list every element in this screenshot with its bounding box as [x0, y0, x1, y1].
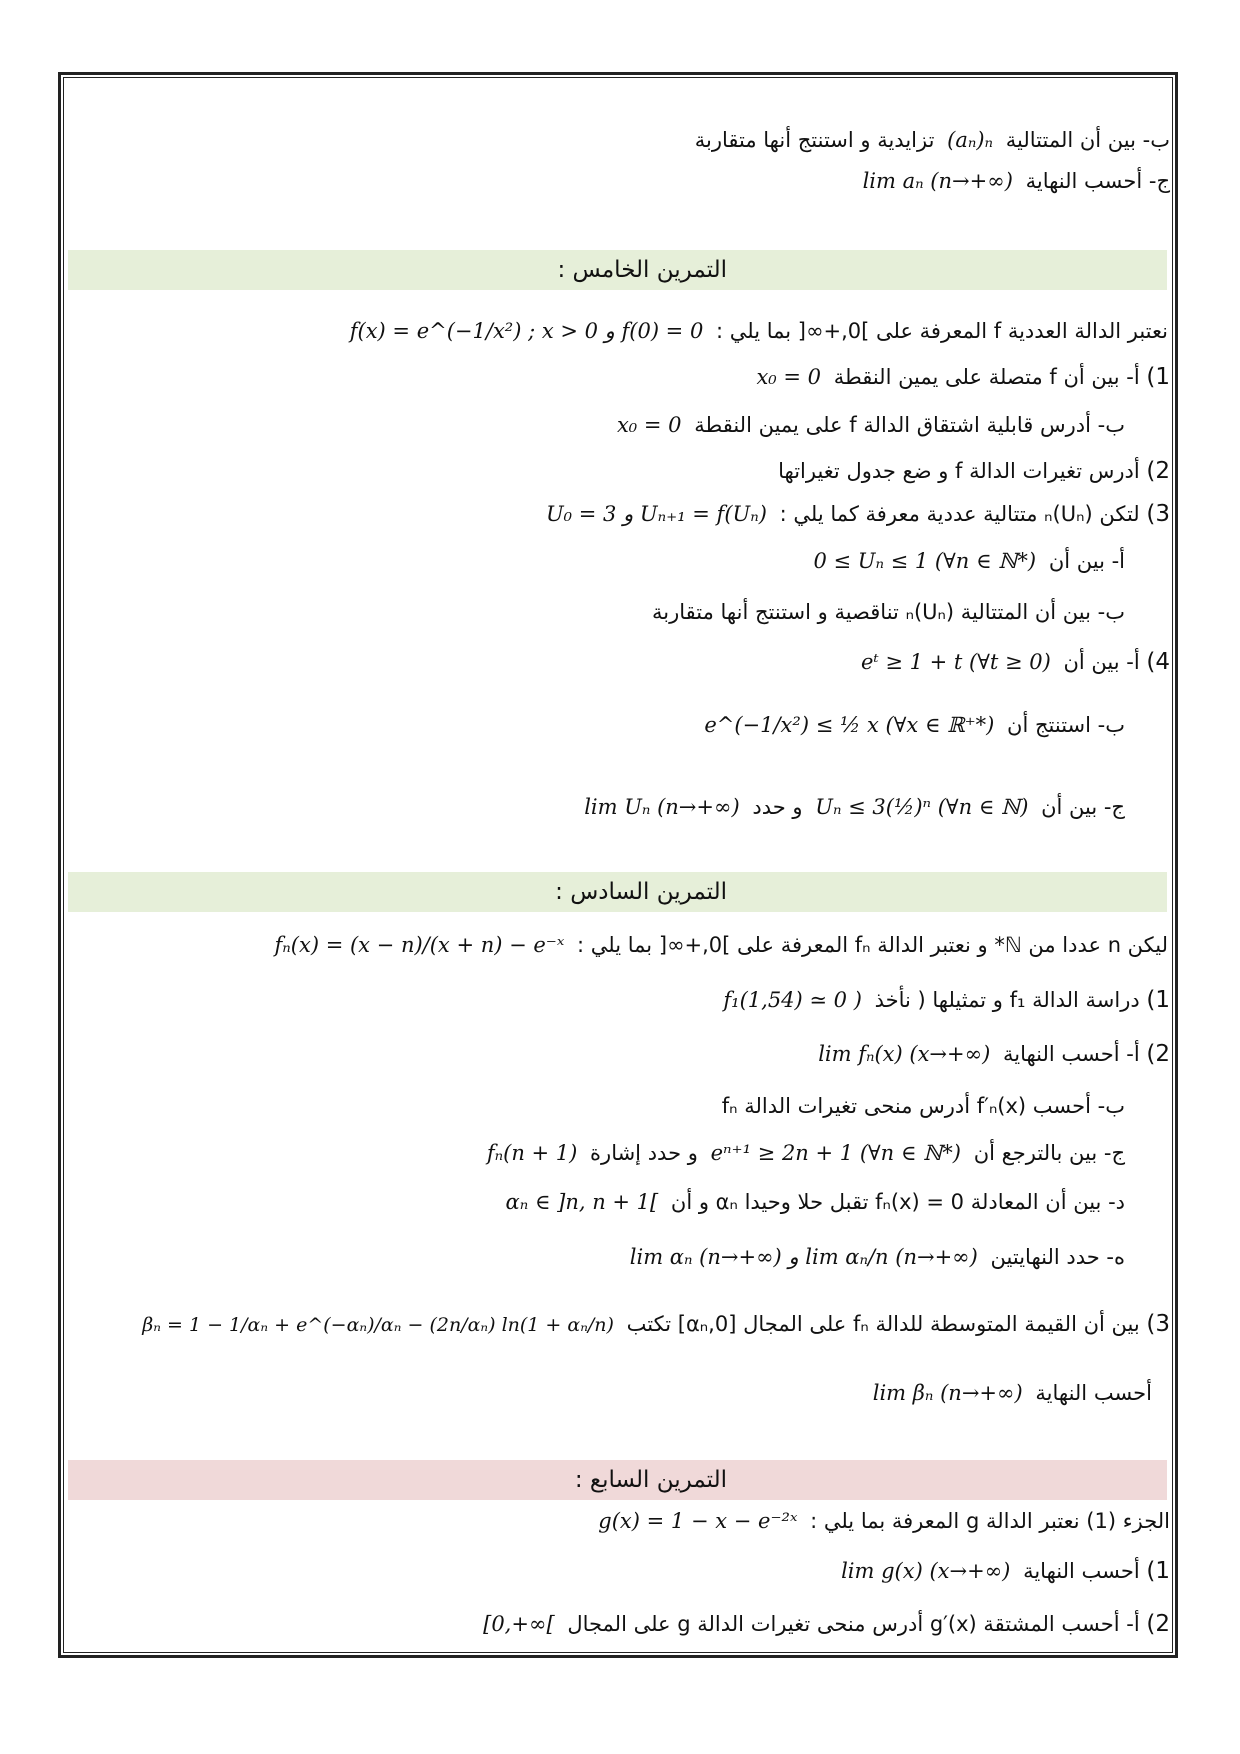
question-text: أ- أحسب النهاية [1003, 1042, 1140, 1066]
line-text: ب- بين أن المتتالية [1005, 128, 1170, 152]
question-number: 2) [1146, 1041, 1170, 1067]
intro-text: نعتبر الدالة العددية f المعرفة على ]0,+∞[ بما يلي : [716, 319, 1168, 343]
intro-text: الجزء (1) نعتبر الدالة g المعرفة بما يلي : [810, 1509, 1170, 1533]
question-math: x₀ = 0 [756, 365, 822, 389]
question-math: e^(−1/x²) ≤ ½ x (∀x ∈ ℝ⁺*) [704, 713, 995, 737]
intro-math: fₙ(x) = (x − n)/(x + n) − e⁻ˣ [274, 933, 565, 957]
question-text: ه- حدد النهايتين [990, 1245, 1125, 1269]
question-text: أحسب النهاية [1035, 1381, 1152, 1405]
fifth-q2 [778, 457, 1170, 487]
fifth-q3a [807, 548, 1125, 575]
sixth-q3 [136, 1310, 1170, 1340]
question-number: 2) [1146, 1611, 1170, 1637]
fifth-intro [344, 318, 1168, 345]
question-math: lim βₙ (n→+∞) [872, 1381, 1023, 1405]
question-text: ج- بين أن [1041, 795, 1125, 819]
question-text: ب- أدرس قابلية اشتقاق الدالة f على يمين النقطة [694, 413, 1125, 437]
fifth-q4b [698, 712, 1125, 739]
seventh-q2 [477, 1610, 1170, 1640]
question-text: ب- أحسب f′ₙ(x) أدرس منحى تغيرات الدالة fₙ [721, 1094, 1125, 1118]
section-header-seventh-exercise [68, 1460, 1167, 1500]
question-math: 0 ≤ Uₙ ≤ 1 (∀n ∈ ℕ*) [813, 549, 1037, 573]
section-title: التمرين السادس : [555, 879, 727, 905]
question-text: ب- استنتج أن [1007, 713, 1125, 737]
question-math: Uₙ ≤ 3(½)ⁿ (∀n ∈ ℕ) [815, 795, 1029, 819]
fifth-q1b [611, 412, 1125, 439]
question-text: ج- بين بالترجع أن [973, 1141, 1125, 1165]
seventh-q1 [835, 1557, 1170, 1587]
sixth-intro [269, 932, 1169, 959]
sixth-q2b [722, 1093, 1125, 1120]
fifth-q3 [540, 500, 1170, 530]
fifth-q4c [578, 794, 1125, 821]
math-expression: lim aₙ (n→+∞) [862, 169, 1013, 193]
question-math: eᵗ ≥ 1 + t (∀t ≥ 0) [861, 650, 1051, 674]
question-math: lim Uₙ (n→+∞) [584, 795, 740, 819]
question-text: دراسة الدالة f₁ و تمثيلها ( نأخذ [874, 988, 1140, 1012]
section-header-sixth-exercise [68, 872, 1167, 912]
question-number: 4) [1146, 649, 1170, 675]
sixth-q1 [717, 986, 1170, 1016]
question-math: f₁(1,54) ≃ 0 ) [723, 988, 862, 1012]
question-text: بين أن القيمة المتوسطة للدالة fₙ على المجال [0,αₙ] تكتب [626, 1312, 1140, 1336]
previous-exercise-line-c [857, 168, 1170, 195]
question-math: lim αₙ (n→+∞) و lim αₙ/n (n→+∞) [629, 1245, 978, 1269]
question-text: أ- بين أن f متصلة على يمين النقطة [833, 365, 1140, 389]
question-math: fₙ(n + 1) [486, 1141, 578, 1165]
fifth-q3b [652, 599, 1125, 626]
section-title: التمرين الخامس : [557, 257, 727, 283]
question-number: 3) [1146, 1311, 1170, 1337]
question-math: βₙ = 1 − 1/αₙ + e^(−αₙ)/αₙ − (2n/αₙ) ln(1 + αₙ/n) [142, 1314, 614, 1336]
question-math: lim fₙ(x) (x→+∞) [818, 1042, 991, 1066]
sixth-q2d [500, 1189, 1125, 1216]
question-number: 3) [1146, 501, 1170, 527]
section-header-fifth-exercise [68, 250, 1167, 290]
intro-text: ليكن n عددا من ℕ* و نعتبر الدالة fₙ المعرفة على ]0,+∞[ بما يلي : [577, 933, 1168, 957]
sixth-q2a [812, 1040, 1170, 1070]
line-text: تزايدية و استنتج أنها متقاربة [694, 128, 935, 152]
question-math: [0,+∞[ [483, 1612, 555, 1636]
seventh-intro [592, 1508, 1170, 1535]
question-number: 2) [1146, 458, 1170, 484]
question-text: ب- بين أن المتتالية (Uₙ)ₙ تناقصية و استنتج أنها متقاربة [652, 600, 1125, 624]
question-number: 1) [1146, 1558, 1170, 1584]
section-title: التمرين السابع : [574, 1467, 727, 1493]
question-text: أحسب النهاية [1023, 1559, 1140, 1583]
fifth-q1a [750, 363, 1170, 393]
question-math: U₀ = 3 و Uₙ₊₁ = f(Uₙ) [545, 502, 767, 526]
page-frame-inner [63, 77, 1173, 1653]
line-text: ج- أحسب النهاية [1025, 169, 1170, 193]
question-text: أ- بين أن [1063, 650, 1140, 674]
question-text: د- بين أن المعادلة fₙ(x) = 0 تقبل حلا وحيدا αₙ و أن [670, 1190, 1125, 1214]
question-text: أ- أحسب المشتقة g′(x) أدرس منحى تغيرات الدالة g على المجال [567, 1612, 1140, 1636]
question-text: أ- بين أن [1048, 549, 1125, 573]
question-number: 1) [1146, 364, 1170, 390]
question-math: αₙ ∈ ]n, n + 1[ [505, 1190, 659, 1214]
math-expression: (aₙ)ₙ [947, 128, 994, 152]
sixth-q3-limit [867, 1380, 1152, 1407]
question-text: و حدد [752, 795, 803, 819]
intro-math: f(x) = e^(−1/x²) ; x > 0 و f(0) = 0 [349, 319, 704, 343]
sixth-q2c [481, 1140, 1125, 1167]
sixth-q2e [624, 1244, 1125, 1271]
question-text: أدرس تغيرات الدالة f و ضع جدول تغيراتها [778, 459, 1140, 483]
question-math: x₀ = 0 [616, 413, 682, 437]
question-math: eⁿ⁺¹ ≥ 2n + 1 (∀n ∈ ℕ*) [710, 1141, 961, 1165]
intro-math: g(x) = 1 − x − e⁻²ˣ [598, 1509, 798, 1533]
question-number: 1) [1146, 987, 1170, 1013]
question-math: lim g(x) (x→+∞) [841, 1559, 1011, 1583]
previous-exercise-line-b [695, 127, 1170, 154]
question-text: لتكن (Uₙ)ₙ متتالية عددية معرفة كما يلي : [779, 502, 1140, 526]
question-text: و حدد إشارة [590, 1141, 698, 1165]
fifth-q4a [855, 648, 1170, 678]
